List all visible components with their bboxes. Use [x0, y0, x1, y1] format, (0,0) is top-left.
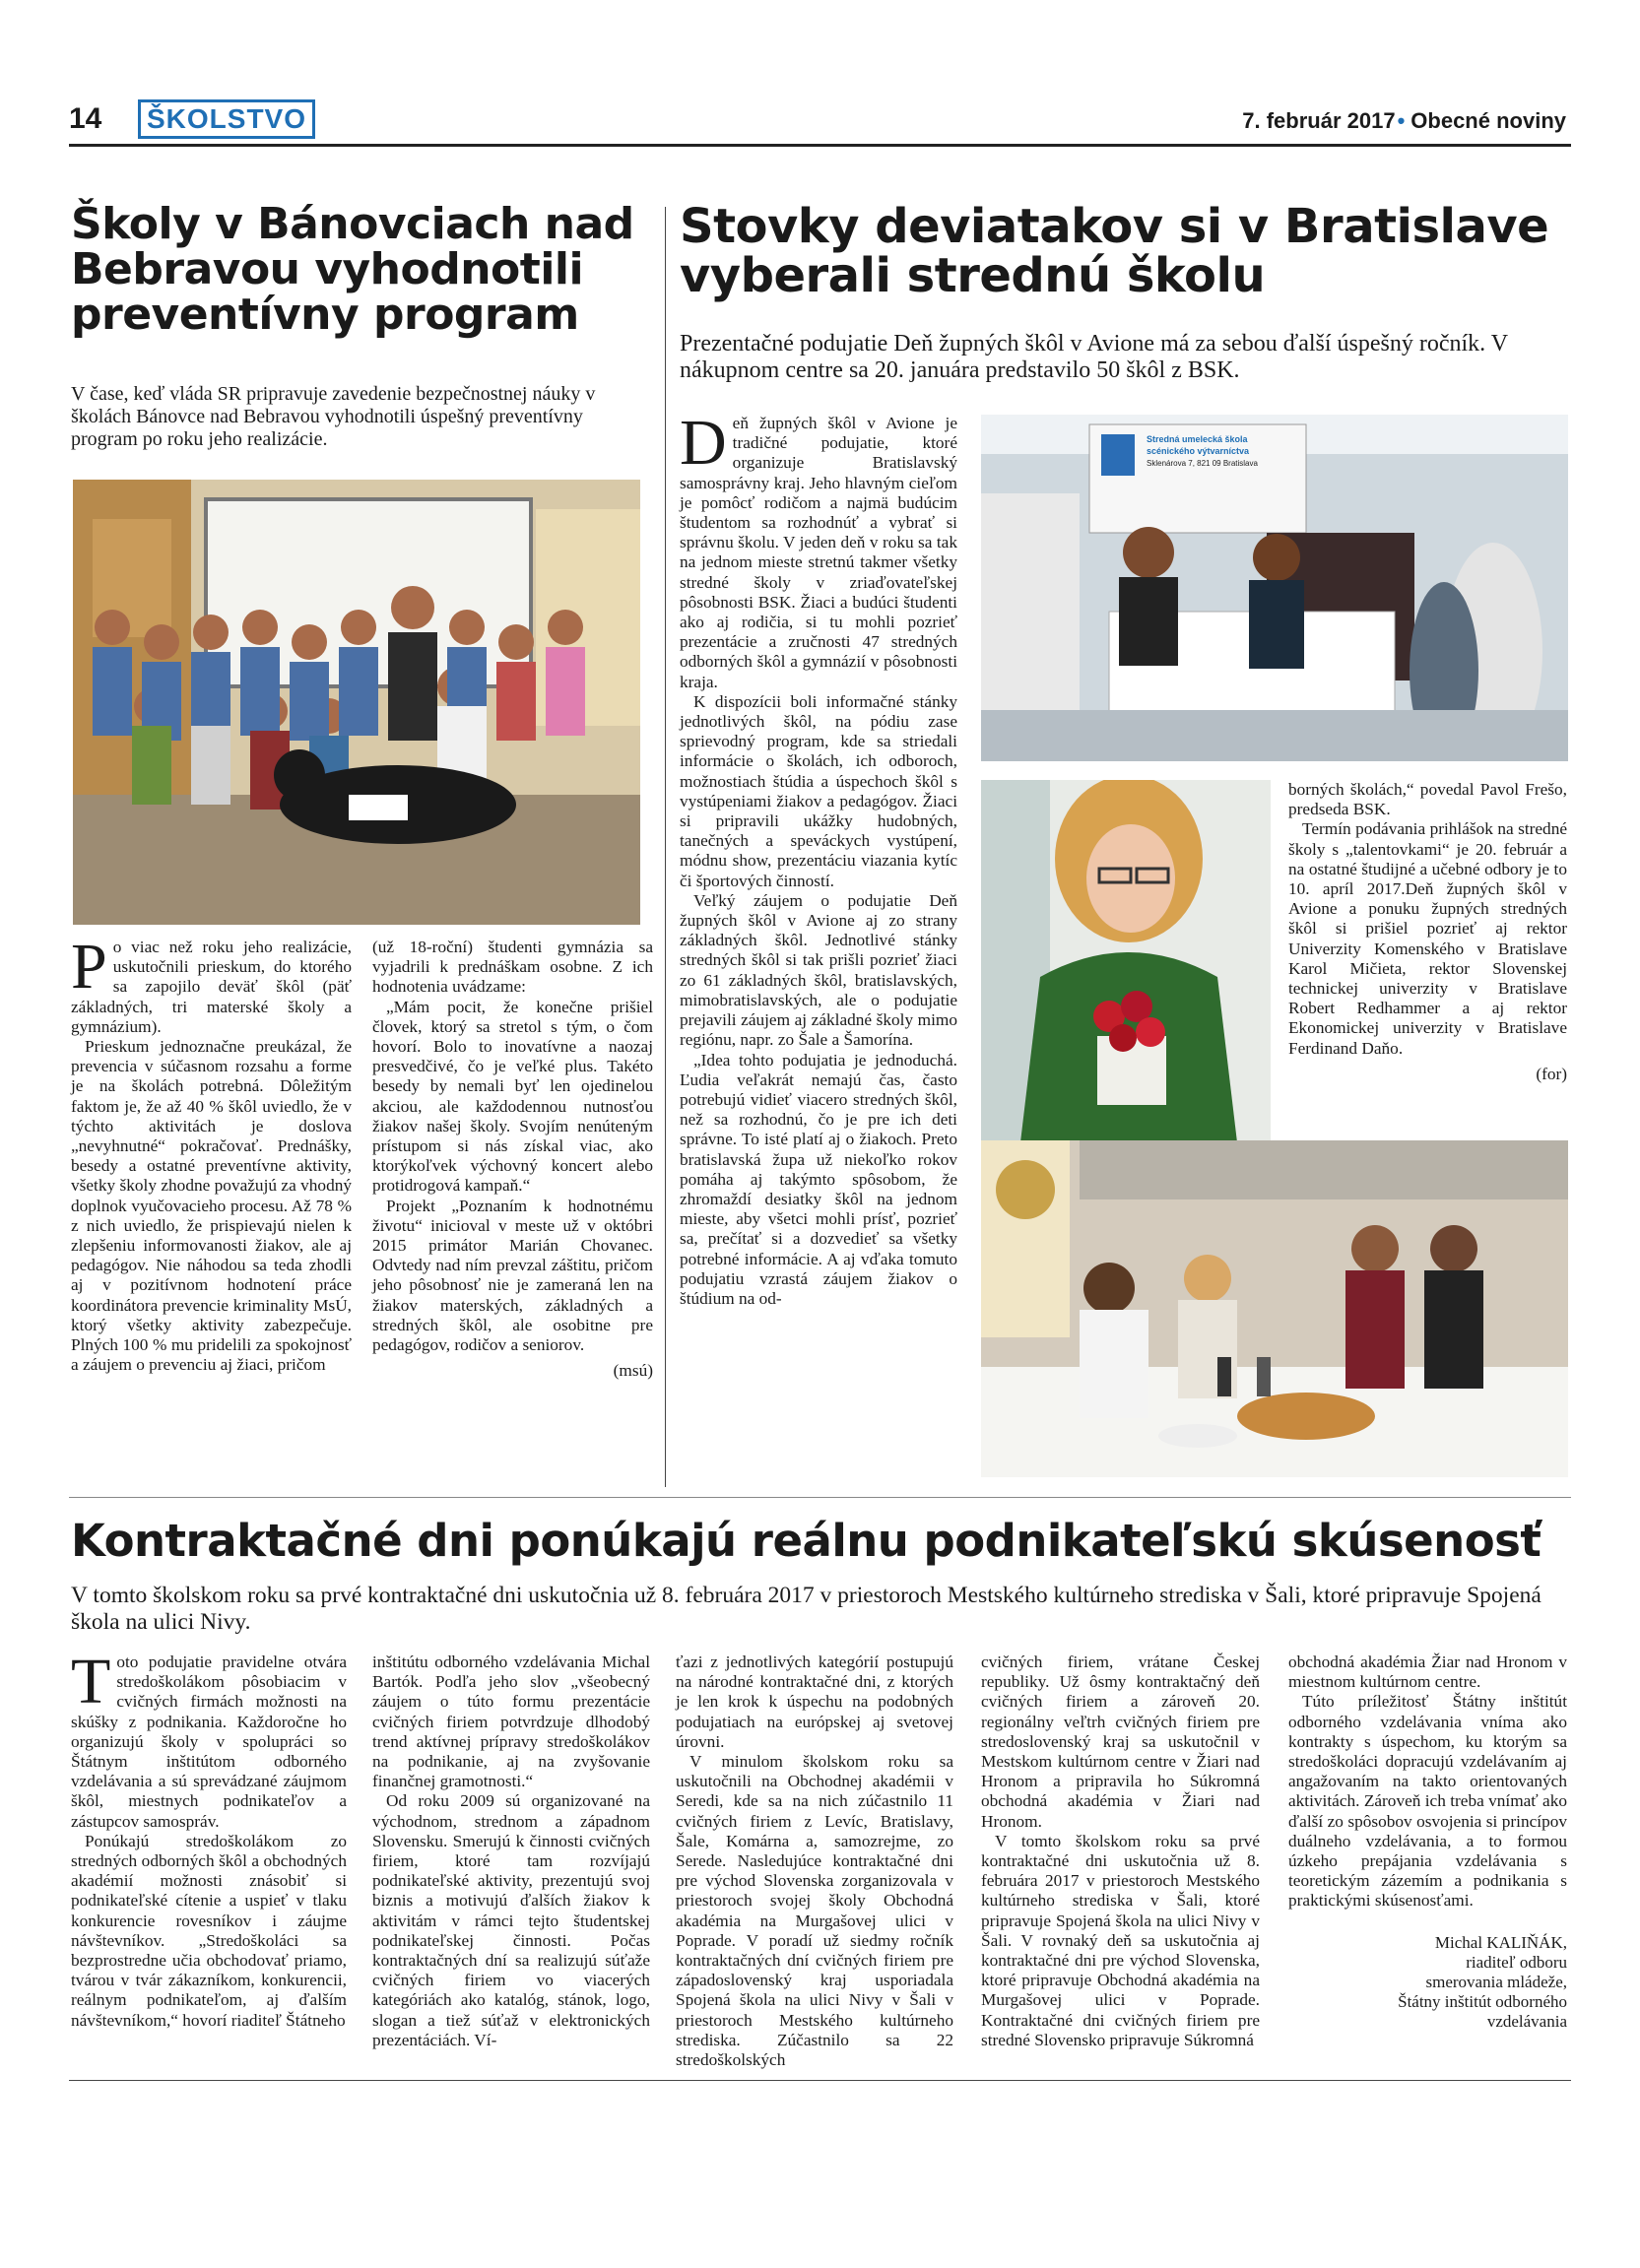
masthead-rule: [69, 144, 1571, 147]
article1-headline: Školy v Bánovciach nad Bebravou vyhodnotili preventívny program: [71, 199, 634, 340]
stand-sign-line1: Stredná umelecká škola: [1147, 434, 1248, 444]
page-number: 14: [69, 102, 102, 135]
article3-signature: [1288, 1933, 1567, 2032]
article1-column-2: [372, 938, 653, 1381]
article1-col2-p2: „Mám pocit, že konečne prišiel človek, ktorý sa stretol s tým, o čom hovorí. Bolo to inovatívne a naozaj presvedčivé, čo je veľké plus. Takéto besedy by nemali byť len ojedinelou akciou, ale každodennou nutnosťou žiakov našej školy. Svojím nenúteným prístupom si nás získal viac, ako ktorýkoľvek výchovný koncert alebo protidrogová kampaň.“: [372, 997, 653, 1196]
article1-col1-p2: Prieskum jednoznačne preukázal, že prevencia v súčasnom rozsahu a forme je na školách potrebná. Dôležitým faktom je, že až 40 % škôl uviedlo, že v týchto aktivitách je doslova „nevyhnutné“ pokračovať. Prednášky, besedy a ostatné preventívne aktivity, všetky školy zhodne považujú za vhodný doplnok vyučovacieho procesu. Až 78 % z nich uviedlo, že prispievajú nielen k zlepšeniu informovanosti žiakov, ale aj pedagógov. Nie náhodou sa teda zhodli aj v pozitívnom hodnotení práce koordinátora prevencie kriminality MsÚ, ktorý všetky aktivity zabezpečuje. Plných 100 % mu pridelili za spokojnosť a záujem o prevenciu aj žiaci, pričom: [71, 1037, 352, 1375]
article3-column-3: [676, 1652, 953, 2070]
article3-col3-p1: ťazi z jednotlivých kategórií postupujú na národné kontraktačné dni, z ktorých je len krok k úspechu na podobných podujatiach na európskej aj svetovej úrovni.: [676, 1652, 953, 1751]
stand-sign-line3: Sklenárova 7, 821 09 Bratislava: [1147, 459, 1258, 468]
article1-dropcap: P: [71, 931, 107, 1003]
issue-date: 7. február 2017: [1242, 108, 1396, 133]
section-rule: [69, 1497, 1571, 1498]
article1-col2-p1: (už 18-roční) študenti gymnázia sa vyjadrili k prednáškam osobne. Z ich hodnotenia uvádzame:: [372, 938, 653, 997]
article2-photo-food-stand: [981, 1140, 1568, 1477]
article2-col2-p2: Termín podávania prihlášok na stredné školy s „talentovkami“ je 20. február a na ostatné študijné a učebné odbory je to 10. apríl 2017.Deň župných škôl v Avione a ponuku župných stredných škôl si prišiel pozrieť aj rektor Univerzity Komenského v Bratislave Karol Mičieta, rektor Slovenskej technickej univerzity v Bratislave Robert Redhammer a aj rektor Ekonomickej univerzity v Bratislave Ferdinand Daňo.: [1288, 819, 1567, 1058]
article2-col1-p1: eň župných škôl v Avione je tradičné podujatie, ktoré organizuje Bratislavský samosprávny kraj. Jeho hlavným cieľom je pomôcť rodičom a najmä budúcim študentom sa rozhodnúť a vybrať si správnu školu. V jeden deň v roku sa tak na jednom mieste stretnú takmer všetky stredné školy v zriaďovateľskej pôsobnosti BSK. Žiaci a budúci študenti ako aj rodičia, si tu mohli pozrieť prezentácie a zručnosti 47 stredných odborných škôl a gymnázií v pôsobnosti kraja.: [680, 414, 957, 691]
article2-col1-p2: K dispozícii boli informačné stánky jednotlivých škôl, na pódiu zase sprievodný program, kde sa striedali informácie o školách, ich odboroch, možnostiach štúdia a úspechoch škôl s vystúpeniami žiakov a pedagógov. Žiaci si pripravili ukážky hudobných, tanečných a speváckych vystúpení, módnu show, prezentáciu viazania kytíc či športových činností.: [680, 691, 957, 890]
footer-rule: [69, 2080, 1571, 2081]
article3-col4-p1: cvičných firiem, vrátane Českej republiky. Už ôsmy kontraktačný deň cvičných firiem a zároveň 20. regionálny veľtrh cvičných firiem pre stredoslovenský kraj sa uskutočnil v Mestskom kultúrnom centre v Žiari nad Hronom a pripravila ho Súkromná obchodná akadémia v Žiari nad Hronom.: [981, 1652, 1260, 1831]
article3-col3-p2: V minulom školskom roku sa uskutočnili na Obchodnej akadémii v Seredi, kde sa na nich zúčastnilo 11 cvičných firiem z Levíc, Bratislavy, Šale, Komárna a, samozrejme, zo Serede. Nasledujúce kontraktačné dni pre východ Slovenska zorganizovala v priestoroch svojej školy Obchodná akadémia na Murgašovej ulici v Poprade. V poradí už siedmy ročník kontraktačných dní cvičných firiem pre západoslovenský kraj usporiadala Spojená škola na ulici Nivy v Šali v priestoroch Mestského kultúrneho strediska. Zúčastnilo sa 22 stredoškolských: [676, 1752, 953, 2070]
article3-column-4: [981, 1652, 1260, 2050]
article3-col2-p1: inštitútu odborného vzdelávania Michal Bartók. Podľa jeho slov „všeobecný záujem o túto formu prezentácie cvičných firiem potvrdzuje dlhodobý trend aktívnej prípravy stredoškolákov na podnikanie, aj na zvyšovanie finančnej gramotnosti.“: [372, 1652, 650, 1791]
article1-photo-classroom: [73, 480, 640, 925]
article2-dropcap: D: [680, 407, 727, 479]
column-divider: [665, 207, 666, 1487]
classroom-photo-illustration: [73, 480, 640, 925]
article3-dropcap: T: [71, 1646, 111, 1717]
article2-lead: Prezentačné podujatie Deň župných škôl v Avione má za sebou ďalší úspešný ročník. V nákupnom centre sa 20. januára predstavilo 50 škôl z BSK.: [680, 331, 1508, 383]
article2-photo-school-stand: [981, 415, 1568, 761]
article2-col1-p3: Veľký záujem o podujatie Deň župných škôl v Avione aj zo strany základných škôl. Jednotlivé stánky stredných škôl si tak prišli pozrieť žiaci zo 61 základných škôl, bratislavských, mimobratislavských, ale o podujatie prejavili záujem aj základné školy mimo regiónu, napr. zo Šale a Šamorína.: [680, 890, 957, 1050]
article1-col1-p1: o viac než roku jeho realizácie, uskutočnili prieskum, do ktorého sa zapojilo deväť škôl (päť základných, tri materské školy a gymnázium).: [71, 938, 352, 1036]
article2-column-1: [680, 407, 957, 1309]
signature-role-4: vzdelávania: [1486, 2011, 1567, 2031]
food-stand-photo-illustration: [981, 1140, 1568, 1477]
stand-sign-line2: scénického výtvarníctva: [1147, 446, 1250, 456]
article1-signature: (msú): [613, 1361, 653, 1381]
girl-with-roses-photo-illustration: [981, 780, 1271, 1142]
article2-signature: (for): [1536, 1064, 1567, 1083]
signature-role-1: riaditeľ odboru: [1466, 1952, 1567, 1972]
article3-col1-p2: Ponúkajú stredoškolákom zo stredných odborných škôl a obchodných akadémií možnosti znásobiť si podnikateľské cítenie a uspieť v tlaku konkurencie rovesníkov i záujme návštevníkov. „Stredoškoláci sa bezprostredne učia obchodovať priamo, tvárou v tvár zákazníkom, konkurencii, reálnym podnikateľom, aj ďalším návštevníkom,“ hovorí riaditeľ Štátneho: [71, 1831, 347, 2030]
article2-column-2: [1288, 780, 1567, 1084]
article3-col5-p2: Túto príležitosť Štátny inštitút odborného vzdelávania vníma ako kontrakty s úspechom, ku ktorým sa stredoškoláci dopracujú vzdelávaním aj angažovaním na takto orientovaných aktivitách. Zároveň ich treba vnímať ako ďalší zo spôsobov osvojenia si princípov duálneho vzdelávania, a to formou úzkeho prepájania vzdelávania s teoretickým zázemím a podnikania s praktickými skúsenosťami.: [1288, 1692, 1567, 1911]
article2-col1-p4: „Idea tohto podujatia je jednoduchá. Ľudia veľakrát nemajú čas, často potrebujú vidieť viacero stredných škôl, než sa rozhodnú, čo je pre ich deti správne. To isté platí aj o žiakoch. Preto bratislavská župa už niekoľko rokov pomáha aj takýmto spôsobom, že zhromaždí desiatky škôl na jednom mieste, aby všetci mohli prísť, pozrieť sa, prečítať si a dozvedieť sa všetky potrebné informácie. A aj vďaka tomuto podujatiu vzrastá záujem žiakov o štúdium na od-: [680, 1050, 957, 1308]
signature-role-3: Štátny inštitút odborného: [1398, 1991, 1567, 2011]
article2-photo-girl-with-roses: [981, 780, 1271, 1142]
article3-col1-p1: oto podujatie pravidelne otvára stredoškolákom pôsobiacim v cvičných firmách možnosti na skúšky z podnikania. Každoročne ho organizujú školy v spolupráci so Štátnym inštitútom odborného vzdelávania a sú sprevádzané záujmom škôl, miestnych podnikateľov a zástupcov samospráv.: [71, 1652, 347, 1831]
article3-column-5: [1288, 1652, 1567, 2032]
issue-date-line: [1242, 108, 1566, 134]
signature-name: Michal KALIŇÁK,: [1434, 1932, 1567, 1952]
article3-column-1: [71, 1646, 347, 2031]
article2-headline: Stovky deviatakov si v Bratislave vyberali strednú školu: [680, 199, 1549, 303]
bullet-separator: •: [1397, 108, 1406, 133]
article3-lead: V tomto školskom roku sa prvé kontraktačné dni uskutočnia už 8. februára 2017 v priestoroch Mestského kultúrneho strediska v Šali, ktoré pripravuje Spojená škola na ulici Nivy.: [71, 1583, 1542, 1635]
publication-name: Obecné noviny: [1410, 108, 1566, 133]
article3-col5-p1: obchodná akadémia Žiar nad Hronom v miestnom kultúrnom centre.: [1288, 1652, 1567, 1692]
article1-lead: V čase, keď vláda SR pripravuje zavedenie bezpečnostnej náuky v školách Bánovce nad Bebravou vyhodnotili úspešný preventívny program po roku jeho realizácie.: [71, 383, 596, 450]
signature-role-2: smerovania mládeže,: [1425, 1972, 1567, 1991]
article3-col4-p2: V tomto školskom roku sa prvé kontraktačné dni uskutočnia už 8. februára 2017 v priestoroch Mestského kultúrneho strediska v Šali, ktoré pripravuje Spojená škola na ulici Nivy v Šali. V rovnaký deň sa uskutočnia aj kontraktačné dni pre východ Slovenska, ktoré pripravuje Obchodná akadémia na Murgašovej ulici v Poprade. Kontraktačné dni cvičných firiem pre stredné Slovensko pripravuje Súkromná: [981, 1831, 1260, 2049]
article1-col2-p3: Projekt „Poznaním k hodnotnému životu“ inicioval v meste už v októbri 2015 primátor Marián Chovanec. Odvtedy nad ním prevzal záštitu, pričom jeho pôsobnosť nie je zameraná len na žiakov materských, základných a stredných škôl, ale osobitne pre pedagógov, rodičov a seniorov.: [372, 1196, 653, 1355]
article3-headline: Kontraktačné dni ponúkajú reálnu podnikateľskú skúsenosť: [71, 1515, 1542, 1567]
school-stand-photo-illustration: [981, 415, 1568, 761]
article1-column-1: [71, 931, 352, 1375]
article3-column-2: [372, 1652, 650, 2050]
article2-col2-p1: borných školách,“ povedal Pavol Frešo, predseda BSK.: [1288, 780, 1567, 819]
article3-col2-p2: Od roku 2009 sú organizované na východnom, strednom a západnom Slovensku. Smerujú k činnosti cvičných firiem, ktoré tam rozvíjajú podnikateľské aktivity, prezentujú svoj biznis a motivujú ďalších žiakov k aktivitám v rámci tejto študentskej podnikateľskej činnosti. Počas kontraktačných dní sa realizujú súťaže cvičných firiem vo viacerých kategóriách ako katalóg, stánok, logo, slogan a tiež súťaž v elektronických prezentáciách. Ví-: [372, 1791, 650, 2049]
section-label: ŠKOLSTVO: [138, 99, 315, 139]
